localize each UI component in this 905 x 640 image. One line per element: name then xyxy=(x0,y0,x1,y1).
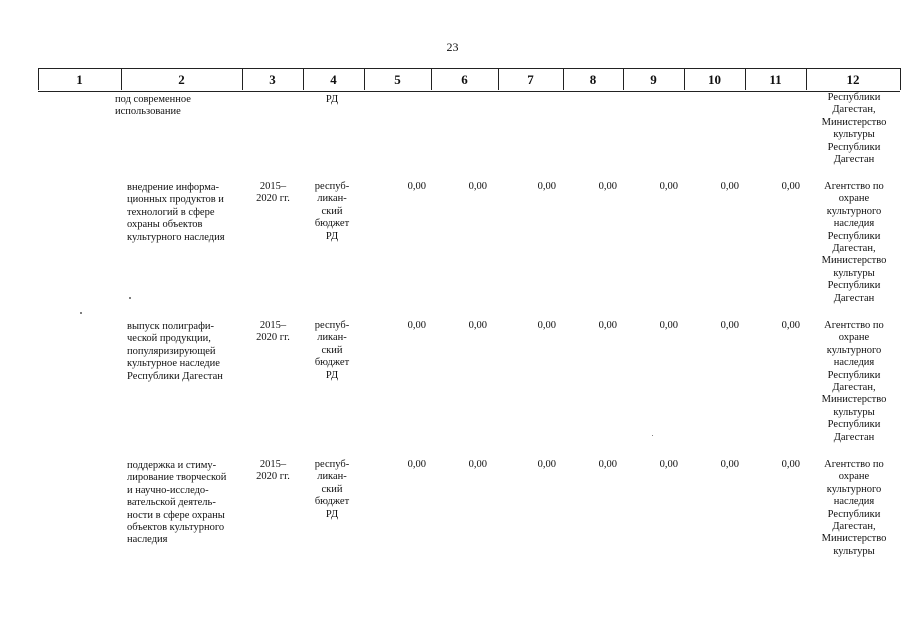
column-header: 3 xyxy=(269,72,276,87)
responsible-executor: Республики Дагестан, Министерство культуры Республики Дагестан xyxy=(821,92,887,166)
scan-speck xyxy=(129,297,131,299)
value-cell: 0,00 xyxy=(468,181,487,192)
value-cell: 0,00 xyxy=(468,459,487,470)
funding-source: респуб- ликан- ский бюджет РД xyxy=(314,320,350,381)
column-header: 1 xyxy=(76,72,83,87)
period: 2015– 2020 гг. xyxy=(256,320,290,344)
column-header: 11 xyxy=(769,72,782,87)
value-cell: 0,00 xyxy=(537,181,556,192)
value-cell: 0,00 xyxy=(781,181,800,192)
value-cell: 0,00 xyxy=(720,459,739,470)
value-cell: 0,00 xyxy=(720,320,739,331)
column-header: 12 xyxy=(846,72,860,87)
value-cell: 0,00 xyxy=(598,459,617,470)
responsible-executor: Агентство по охране культурного наследия Республики Дагестан, Министерство культуры xyxy=(821,459,887,557)
activity-name: под современное использование xyxy=(115,94,191,118)
value-cell: 0,00 xyxy=(598,320,617,331)
value-cell: 0,00 xyxy=(468,320,487,331)
value-cell: 0,00 xyxy=(720,181,739,192)
column-header: 2 xyxy=(178,72,185,87)
header-divider xyxy=(900,68,901,90)
value-cell: 0,00 xyxy=(659,320,678,331)
value-cell: 0,00 xyxy=(598,181,617,192)
scan-speck xyxy=(652,435,653,436)
column-header: 10 xyxy=(708,72,721,87)
value-cell: 0,00 xyxy=(659,181,678,192)
activity-name: поддержка и стиму- лирование творческой и научно-исследо- вательской деятель- ности в сфере охраны объектов культурного наследия xyxy=(127,460,227,546)
value-cell: 0,00 xyxy=(537,320,556,331)
value-cell: 0,00 xyxy=(781,320,800,331)
funding-source: РД xyxy=(325,94,339,105)
column-header: 6 xyxy=(461,72,468,87)
column-header: 4 xyxy=(330,72,337,87)
activity-name: внедрение информа- ционных продуктов и технологий в сфере охраны объектов культурного наследия xyxy=(127,182,225,243)
value-cell: 0,00 xyxy=(537,459,556,470)
column-header: 9 xyxy=(650,72,657,87)
period: 2015– 2020 гг. xyxy=(256,181,290,205)
responsible-executor: Агентство по охране культурного наследия Республики Дагестан, Министерство культуры Республики Дагестан xyxy=(821,320,887,443)
funding-source: респуб- ликан- ский бюджет РД xyxy=(314,181,350,242)
period: 2015– 2020 гг. xyxy=(256,459,290,483)
value-cell: 0,00 xyxy=(407,320,426,331)
value-cell: 0,00 xyxy=(659,459,678,470)
value-cell: 0,00 xyxy=(407,459,426,470)
value-cell: 0,00 xyxy=(781,459,800,470)
scan-speck xyxy=(80,312,82,314)
responsible-executor: Агентство по охране культурного наследия Республики Дагестан, Министерство культуры Республики Дагестан xyxy=(821,181,887,304)
page-number: 23 xyxy=(446,40,459,54)
column-header: 5 xyxy=(394,72,401,87)
activity-name: выпуск полиграфи- ческой продукции, популяризирующей культурное наследие Республики Дагестан xyxy=(127,321,223,382)
column-header: 8 xyxy=(589,72,597,87)
value-cell: 0,00 xyxy=(407,181,426,192)
funding-source: респуб- ликан- ский бюджет РД xyxy=(314,459,350,520)
column-header: 7 xyxy=(527,72,534,87)
